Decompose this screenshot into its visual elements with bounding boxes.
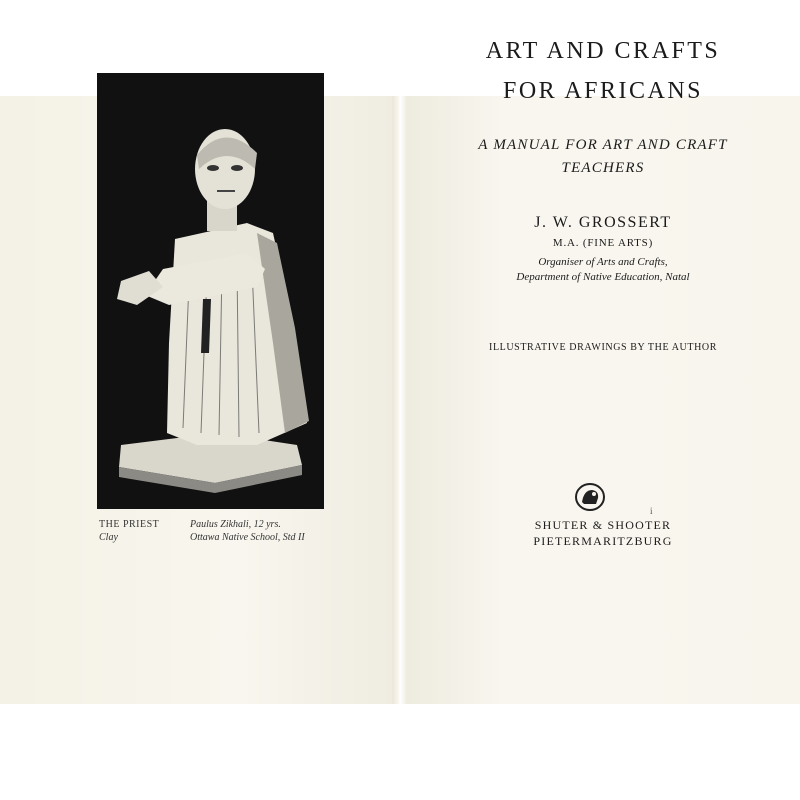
plate-medium: Clay — [99, 532, 118, 543]
book-subtitle-line2: TEACHERS — [561, 160, 645, 176]
right-page — [406, 96, 800, 704]
figure-hands — [117, 271, 163, 305]
book-subtitle-line1: A MANUAL FOR ART AND CRAFT — [478, 137, 728, 153]
publisher-name: SHUTER & SHOOTER — [534, 518, 672, 532]
author-degree: M.A. (FINE ARTS) — [552, 237, 654, 249]
plate-school: Ottawa Native School, Std II — [190, 532, 305, 543]
publisher-city: PIETERMARITZBURG — [533, 534, 673, 548]
figure-eye-left — [207, 165, 219, 171]
frontispiece-plate — [97, 73, 324, 509]
author-role-line2: Department of Native Education, Natal — [516, 271, 690, 283]
publisher-emblem-icon — [574, 482, 606, 512]
plate-title: THE PRIEST — [99, 519, 160, 530]
margin-mark: i — [650, 506, 653, 516]
plate-artist: Paulus Zikhali, 12 yrs. — [190, 519, 281, 530]
author-role-line1: Organiser of Arts and Crafts, — [538, 256, 668, 268]
clay-figure-illustration — [97, 73, 324, 509]
illustrations-credit: ILLUSTRATIVE DRAWINGS BY THE AUTHOR — [489, 342, 717, 353]
book-title-line2: FOR AFRICANS — [502, 78, 704, 104]
author-name: J. W. GROSSERT — [534, 214, 672, 231]
book-gutter — [392, 96, 406, 704]
figure-eye-right — [231, 165, 243, 171]
book-title-line1: ART AND CRAFTS — [485, 38, 721, 64]
